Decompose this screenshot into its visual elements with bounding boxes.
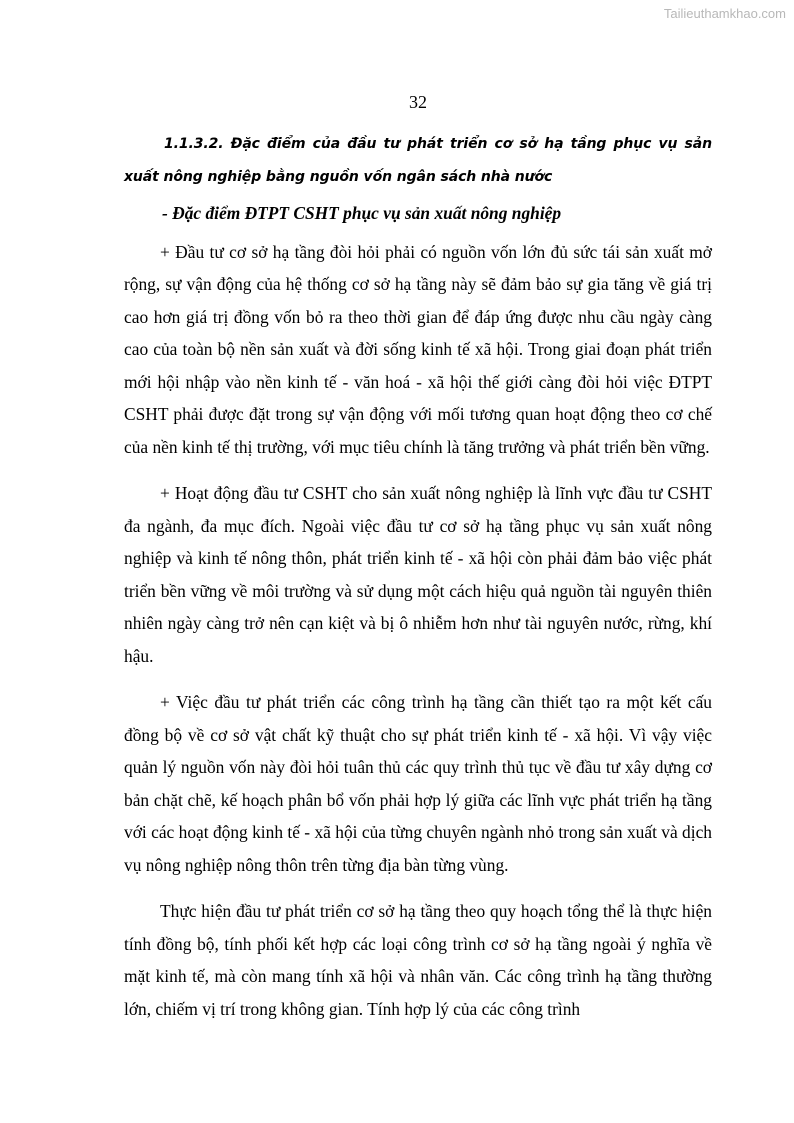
watermark: Tailieuthamkhao.com xyxy=(663,6,786,21)
paragraph: + Hoạt động đầu tư CSHT cho sản xuất nông nghiệp là lĩnh vực đầu tư CSHT đa ngành, đa mục đích. Ngoài việc đầu tư cơ sở hạ tầng phục vụ sản xuất nông nghiệp và kinh tế nông thôn, phát triển kinh tế - xã hội còn phải đảm bảo việc phát triển bền vững về môi trường và sử dụng một cách hiệu quả nguồn tài nguyên thiên nhiên ngày càng trở nên cạn kiệt và bị ô nhiễm hơn như tài nguyên nước, rừng, khí hậu. xyxy=(124,483,712,666)
page-number: 32 xyxy=(409,92,427,112)
subsection-heading: - Đặc điểm ĐTPT CSHT phục vụ sản xuất nông nghiệp xyxy=(162,203,562,223)
section-heading: 1.1.3.2. Đặc điểm của đầu tư phát triển cơ sở hạ tầng phục vụ sản xuất nông nghiệp bằng nguồn vốn ngân sách nhà nước xyxy=(124,136,712,185)
paragraph: + Việc đầu tư phát triển các công trình hạ tầng cần thiết tạo ra một kết cấu đồng bộ về cơ sở vật chất kỹ thuật cho sự phát triển kinh tế - xã hội. Vì vậy việc quản lý nguồn vốn này đòi hỏi tuân thủ các quy trình thủ tục về đầu tư xây dựng cơ bản chặt chẽ, kế hoạch phân bổ vốn phải hợp lý giữa các lĩnh vực phát triển hạ tầng với các hoạt động kinh tế - xã hội của từng chuyên ngành nhỏ trong sản xuất và dịch vụ nông nghiệp nông thôn trên từng địa bàn từng vùng. xyxy=(124,692,712,875)
paragraph: Thực hiện đầu tư phát triển cơ sở hạ tầng theo quy hoạch tổng thể là thực hiện tính đồng bộ, tính phối kết hợp các loại công trình cơ sở hạ tầng ngoài ý nghĩa về mặt kinh tế, mà còn mang tính xã hội và nhân văn. Các công trình hạ tầng thường lớn, chiếm vị trí trong không gian. Tính hợp lý của các công trình xyxy=(124,901,712,1019)
paragraph: + Đầu tư cơ sở hạ tầng đòi hỏi phải có nguồn vốn lớn đủ sức tái sản xuất mở rộng, sự vận động của hệ thống cơ sở hạ tầng này sẽ đảm bảo sự gia tăng về giá trị cao hơn giá trị đồng vốn bỏ ra theo thời gian để đáp ứng được nhu cầu ngày càng cao của toàn bộ nền sản xuất và đời sống kinh tế xã hội. Trong giai đoạn phát triển mới hội nhập vào nền kinh tế - văn hoá - xã hội thế giới càng đòi hỏi việc ĐTPT CSHT phải được đặt trong sự vận động với mối tương quan hoạt động theo cơ chế của nền kinh tế thị trường, với mục tiêu chính là tăng trưởng và phát triển bền vững. xyxy=(124,241,712,457)
document-body xyxy=(124,128,712,1025)
